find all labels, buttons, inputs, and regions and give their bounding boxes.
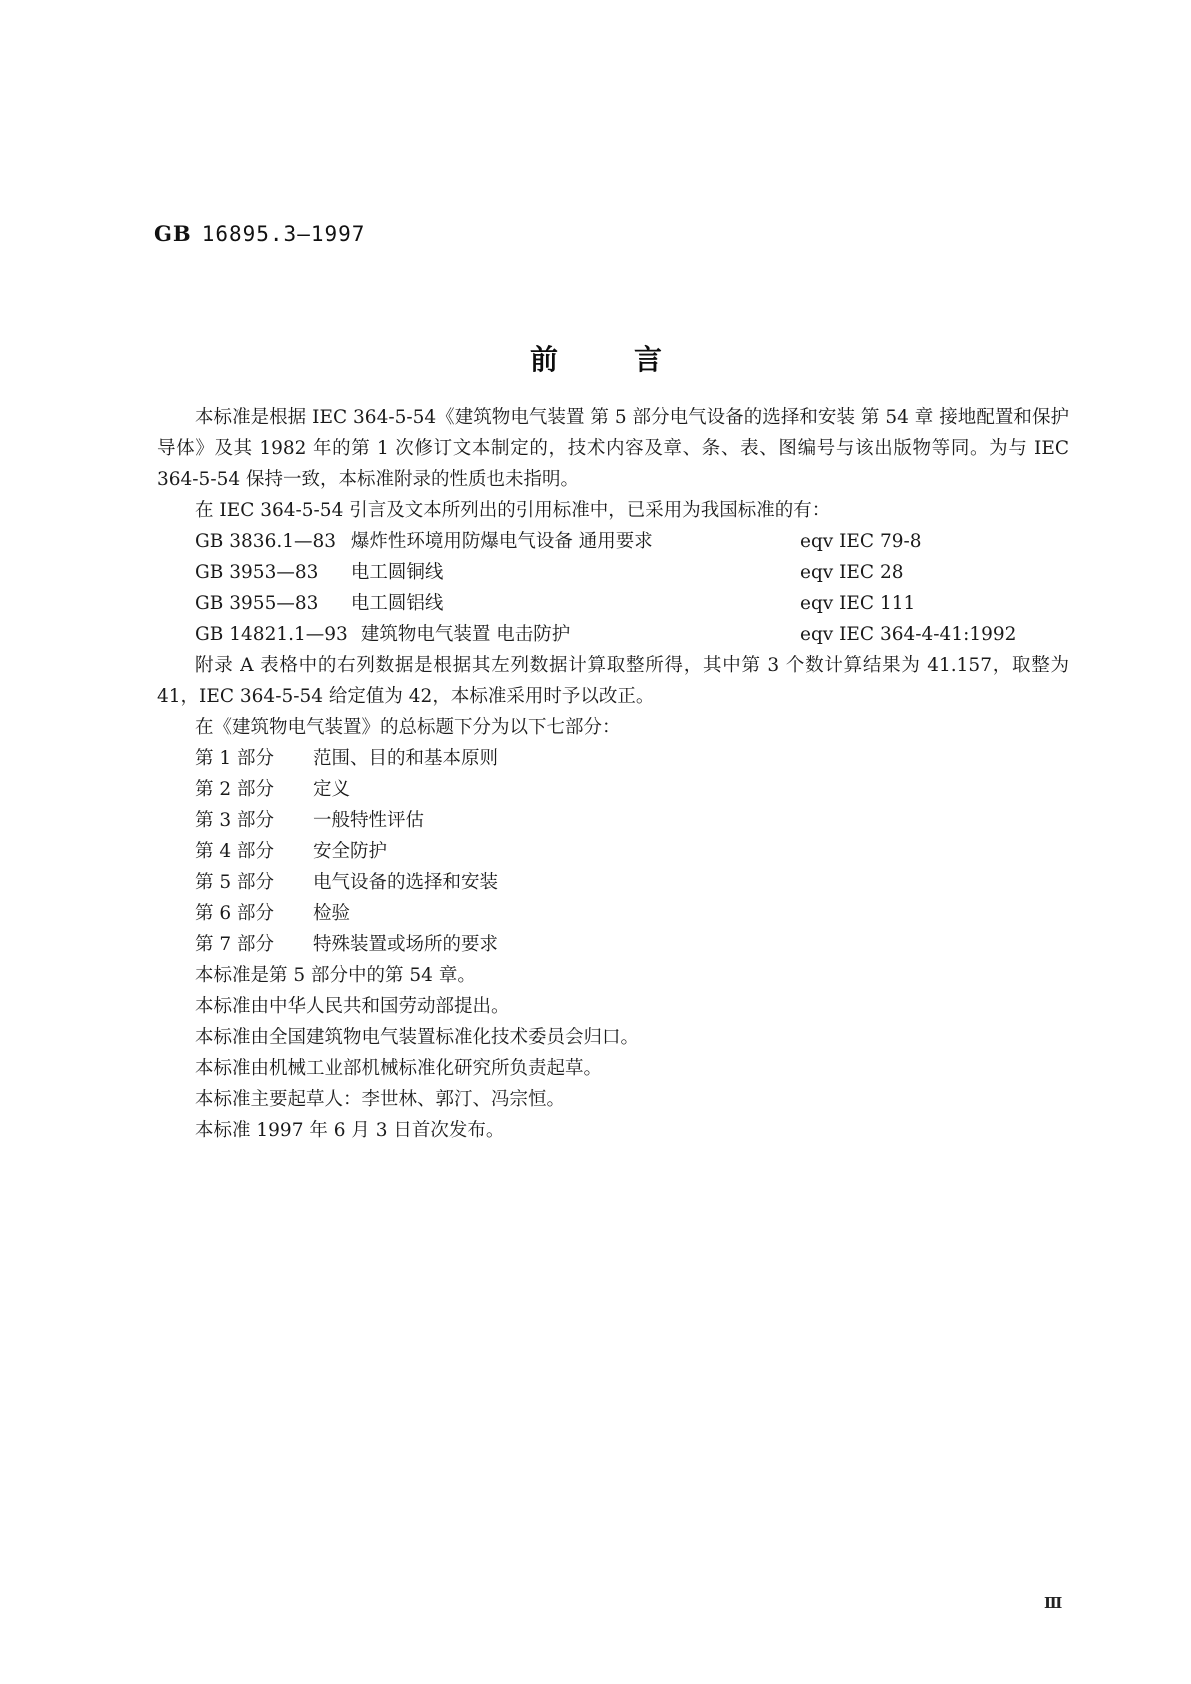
reference-code: GB 3953—83 bbox=[195, 562, 319, 583]
reference-row bbox=[157, 526, 1069, 557]
reference-code: GB 14821.1—93 bbox=[195, 624, 348, 645]
part-name: 电气设备的选择和安装 bbox=[313, 872, 499, 893]
part-name: 特殊装置或场所的要求 bbox=[313, 934, 499, 955]
part-number: 第 2 部分 bbox=[195, 779, 275, 800]
page-title bbox=[530, 338, 662, 378]
closing-proposed-line: 本标准由中华人民共和国劳动部提出。 bbox=[195, 996, 510, 1017]
part-row bbox=[157, 836, 1069, 867]
part-row bbox=[157, 929, 1069, 960]
reference-row bbox=[157, 588, 1069, 619]
part-row bbox=[157, 805, 1069, 836]
part-name: 一般特性评估 bbox=[313, 810, 425, 831]
standard-number: 16895.3—1997 bbox=[201, 222, 366, 246]
standard-prefix: GB bbox=[154, 221, 192, 246]
part-number: 第 3 部分 bbox=[195, 810, 275, 831]
part-row bbox=[157, 774, 1069, 805]
part-number: 第 7 部分 bbox=[195, 934, 275, 955]
foreword-body bbox=[157, 402, 1069, 1146]
appendix-note-paragraph: 附录 A 表格中的右列数据是根据其左列数据计算取整所得，其中第 3 个数计算结果为 41.157，取整为 41，IEC 364-5-54 给定值为 42，本标准采用时予以改正。 bbox=[157, 655, 1069, 707]
part-number: 第 4 部分 bbox=[195, 841, 275, 862]
reference-code: GB 3836.1—83 bbox=[195, 531, 337, 552]
parts-intro-line: 在《建筑物电气装置》的总标题下分为以下七部分： bbox=[195, 717, 621, 738]
intro-paragraph: 本标准是根据 IEC 364-5-54《建筑物电气装置 第 5 部分电气设备的选择和安装 第 54 章 接地配置和保护导体》及其 1982 年的第 1 次修订文本制定的，技术内容及章、条、表、图编号与该出版物等同。为与 IEC 364-5-54 保持一致，本标准附录的性质也未指明。 bbox=[157, 407, 1069, 490]
standard-code bbox=[154, 221, 365, 246]
reference-equivalent: eqv IEC 364-4-41:1992 bbox=[800, 624, 1017, 645]
part-number: 第 6 部分 bbox=[195, 903, 275, 924]
title-char-1: 前 bbox=[530, 343, 559, 376]
closing-drafted-line: 本标准由机械工业部机械标准化研究所负责起草。 bbox=[195, 1058, 603, 1079]
part-name: 范围、目的和基本原则 bbox=[313, 748, 499, 769]
reference-title: 建筑物电气装置 电击防护 bbox=[360, 624, 571, 645]
part-row bbox=[157, 867, 1069, 898]
page-number: Ⅲ bbox=[1044, 1594, 1063, 1612]
closing-released-line: 本标准 1997 年 6 月 3 日首次发布。 bbox=[195, 1120, 505, 1141]
part-row bbox=[157, 743, 1069, 774]
reference-equivalent: eqv IEC 79-8 bbox=[800, 531, 922, 552]
closing-managed-line: 本标准由全国建筑物电气装置标准化技术委员会归口。 bbox=[195, 1027, 640, 1048]
reference-title: 爆炸性环境用防爆电气设备 通用要求 bbox=[350, 531, 653, 552]
reference-title: 电工圆铝线 bbox=[350, 593, 444, 614]
closing-chapter-line: 本标准是第 5 部分中的第 54 章。 bbox=[195, 965, 476, 986]
reference-row bbox=[157, 619, 1069, 650]
part-name: 安全防护 bbox=[313, 841, 388, 862]
part-name: 检验 bbox=[313, 903, 351, 924]
part-row bbox=[157, 898, 1069, 929]
part-name: 定义 bbox=[313, 779, 351, 800]
reference-equivalent: eqv IEC 28 bbox=[800, 562, 904, 583]
reference-row bbox=[157, 557, 1069, 588]
closing-drafters-line: 本标准主要起草人：李世林、郭汀、冯宗恒。 bbox=[195, 1089, 566, 1110]
reference-title: 电工圆铜线 bbox=[350, 562, 444, 583]
title-char-2: 言 bbox=[634, 343, 663, 376]
part-number: 第 5 部分 bbox=[195, 872, 275, 893]
reference-code: GB 3955—83 bbox=[195, 593, 319, 614]
part-number: 第 1 部分 bbox=[195, 748, 275, 769]
refs-intro-line: 在 IEC 364-5-54 引言及文本所列出的引用标准中，已采用为我国标准的有： bbox=[195, 500, 831, 521]
reference-equivalent: eqv IEC 111 bbox=[800, 593, 916, 614]
